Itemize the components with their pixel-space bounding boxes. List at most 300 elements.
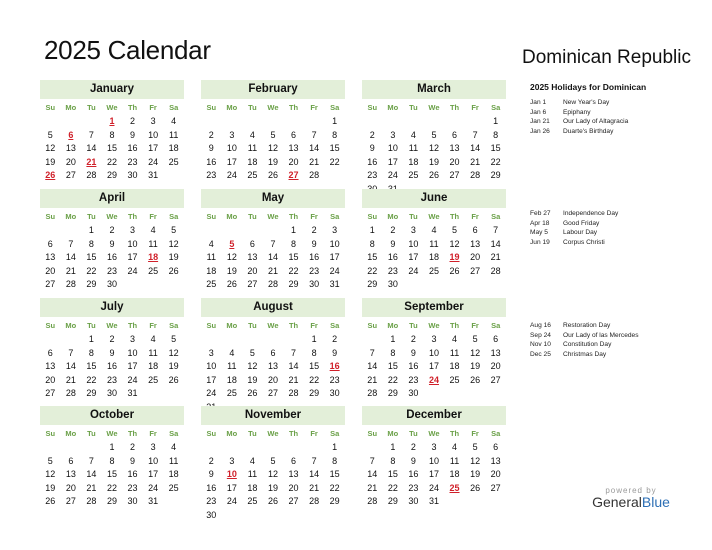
day-cell: 27: [65, 496, 76, 507]
day-cell: 26: [428, 170, 439, 181]
day-cell: 11: [247, 143, 258, 154]
day-cell: 22: [329, 482, 340, 493]
month-block: [40, 298, 184, 401]
day-cell: 23: [367, 170, 378, 181]
weekday-label: Su: [45, 429, 56, 438]
day-cell: 3: [431, 334, 437, 344]
week-row: [40, 374, 184, 388]
day-cell: 25: [168, 482, 179, 493]
day-cell: 4: [410, 129, 416, 140]
day-cell: 26: [226, 279, 237, 290]
weekday-label: Sa: [491, 321, 501, 330]
holiday-date: Nov 10: [530, 341, 551, 348]
day-cell: [424, 387, 445, 401]
week-row: [362, 115, 506, 129]
day-cell: 4: [171, 116, 177, 126]
weekday-header: [40, 210, 184, 224]
day-cell: 4: [249, 129, 255, 140]
day-cell: 10: [428, 347, 439, 358]
weekday-label: Mo: [226, 212, 238, 221]
holiday-name: Corpus Christi: [563, 238, 605, 246]
week-row: [40, 360, 184, 374]
day-cell: 16: [127, 469, 138, 480]
day-cell: 27: [45, 388, 56, 399]
day-cell: 22: [387, 374, 398, 385]
day-cell: 2: [311, 225, 317, 235]
day-cell: 1: [88, 334, 94, 344]
week-row: [40, 495, 184, 509]
day-cell: 18: [206, 265, 217, 276]
day-cell: 8: [369, 238, 375, 249]
weekday-header: [201, 101, 345, 115]
day-cell: 18: [226, 374, 237, 385]
weekday-label: Mo: [387, 321, 399, 330]
day-cell: 24: [127, 374, 138, 385]
day-cell: 15: [86, 361, 97, 372]
day-cell: 28: [65, 279, 76, 290]
day-cell: 15: [329, 469, 340, 480]
day-cell: 26: [247, 388, 258, 399]
day-cell: 20: [247, 265, 258, 276]
weekday-label: Th: [449, 103, 460, 112]
weekday-header: [40, 101, 184, 115]
holiday-date: Dec 25: [530, 350, 551, 358]
day-cell: [304, 115, 325, 129]
month-name: October: [40, 406, 184, 425]
weekday-label: We: [267, 429, 279, 438]
weekday-label: Th: [288, 321, 299, 330]
day-cell: 6: [291, 129, 297, 140]
holiday-day: 18: [148, 252, 159, 263]
weekday-label: Sa: [330, 103, 340, 112]
week-row: [201, 251, 345, 265]
week-row: [362, 224, 506, 238]
weekday-label: Tu: [409, 103, 418, 112]
day-cell: 14: [86, 469, 97, 480]
day-cell: 14: [86, 143, 97, 154]
weekday-label: Mo: [387, 103, 399, 112]
day-cell: 19: [470, 361, 481, 372]
weekday-label: Fr: [149, 429, 157, 438]
day-cell: 14: [267, 252, 278, 263]
month-name: June: [362, 189, 506, 208]
day-cell: 8: [493, 129, 499, 140]
day-cell: 24: [329, 265, 340, 276]
day-cell: 3: [390, 129, 396, 140]
day-cell: 16: [367, 156, 378, 167]
weekday-header: [201, 210, 345, 224]
day-cell: [81, 441, 102, 455]
weekday-label: Su: [45, 212, 56, 221]
holiday-item: [530, 238, 700, 248]
weekday-header: [362, 427, 506, 441]
weekday-label: Mo: [65, 429, 77, 438]
day-cell: 20: [45, 374, 56, 385]
day-cell: 28: [470, 170, 481, 181]
weekday-label: Sa: [491, 103, 501, 112]
day-cell: [242, 441, 263, 455]
day-cell: 23: [309, 265, 320, 276]
day-cell: [324, 509, 345, 523]
weekday-label: We: [428, 103, 440, 112]
month-block: [201, 80, 345, 183]
day-cell: 13: [470, 238, 481, 249]
day-cell: 21: [65, 265, 76, 276]
week-row: [201, 333, 345, 347]
day-cell: 5: [270, 455, 276, 466]
week-row: [201, 278, 345, 292]
holiday-group: [530, 209, 700, 247]
day-cell: 20: [490, 469, 501, 480]
day-cell: 9: [208, 143, 214, 154]
day-cell: 3: [431, 442, 437, 452]
day-cell: [362, 115, 383, 129]
day-cell: 18: [428, 252, 439, 263]
day-cell: 10: [148, 129, 159, 140]
day-cell: 31: [329, 279, 340, 290]
week-row: [362, 169, 506, 183]
day-cell: 28: [288, 388, 299, 399]
day-cell: 5: [431, 129, 437, 140]
month-name: February: [201, 80, 345, 99]
holiday-item: [530, 321, 700, 331]
week-row: [362, 482, 506, 496]
weekday-label: Su: [367, 103, 378, 112]
day-cell: 18: [168, 143, 179, 154]
day-cell: 29: [387, 388, 398, 399]
day-cell: 8: [390, 347, 396, 358]
week-row: [40, 142, 184, 156]
day-cell: 21: [470, 156, 481, 167]
holiday-group: [530, 98, 700, 136]
day-cell: 12: [247, 361, 258, 372]
day-cell: 7: [270, 238, 276, 249]
day-cell: 11: [148, 347, 158, 358]
day-cell: 8: [88, 347, 94, 358]
day-cell: 24: [206, 388, 217, 399]
weekday-label: Fr: [471, 429, 479, 438]
day-cell: 30: [309, 279, 320, 290]
day-cell: 14: [65, 361, 76, 372]
month-block: [40, 80, 184, 183]
day-cell: [61, 224, 82, 238]
holiday-date: Jun 19: [530, 238, 550, 246]
day-cell: 28: [86, 496, 97, 507]
day-cell: 13: [65, 143, 76, 154]
day-cell: 25: [428, 265, 439, 276]
week-row: [40, 278, 184, 292]
weekday-label: Su: [367, 212, 378, 221]
holiday-date: Jan 6: [530, 108, 547, 116]
day-cell: 23: [408, 482, 419, 493]
day-cell: 31: [148, 496, 159, 507]
day-cell: 28: [267, 279, 278, 290]
day-cell: 13: [288, 469, 299, 480]
day-cell: 9: [332, 347, 338, 358]
day-cell: 24: [148, 482, 159, 493]
weekday-label: Sa: [330, 429, 340, 438]
day-cell: 27: [65, 170, 76, 181]
day-cell: 22: [106, 482, 117, 493]
weekday-label: Tu: [409, 429, 418, 438]
day-cell: 17: [127, 252, 138, 263]
holiday-day: 25: [449, 482, 460, 493]
day-cell: 23: [106, 374, 117, 385]
holiday-item: [530, 127, 700, 137]
day-cell: 1: [332, 442, 338, 452]
day-cell: 16: [206, 156, 217, 167]
day-cell: 25: [247, 170, 258, 181]
day-cell: 26: [267, 496, 278, 507]
day-cell: 16: [106, 361, 117, 372]
week-row: [201, 455, 345, 469]
day-cell: 20: [65, 482, 76, 493]
week-row: [40, 482, 184, 496]
weekday-label: Mo: [65, 212, 77, 221]
day-cell: 7: [493, 225, 499, 235]
day-cell: 22: [309, 374, 320, 385]
day-cell: 9: [410, 347, 416, 358]
day-cell: 25: [148, 374, 159, 385]
day-cell: 5: [249, 347, 255, 358]
day-cell: 12: [168, 347, 179, 358]
day-cell: 3: [150, 442, 156, 452]
day-cell: 24: [226, 496, 237, 507]
holidays-title: 2025 Holidays for Dominican: [530, 82, 647, 92]
day-cell: 21: [86, 482, 97, 493]
day-cell: 14: [367, 361, 378, 372]
brand-name-part: Blue: [641, 494, 670, 510]
holiday-date: Jan 26: [530, 127, 550, 135]
holiday-name: Constitution Day: [563, 341, 612, 348]
day-cell: 12: [168, 238, 179, 249]
day-cell: 11: [148, 238, 158, 249]
weekday-label: Su: [206, 321, 217, 330]
day-cell: 3: [130, 225, 136, 235]
holiday-day: 24: [428, 374, 439, 385]
weekday-label: Tu: [248, 321, 257, 330]
day-cell: 13: [267, 361, 278, 372]
week-row: [362, 156, 506, 170]
day-cell: 28: [65, 388, 76, 399]
week-row: [201, 360, 345, 374]
holiday-day: 21: [86, 156, 97, 167]
day-cell: 7: [68, 238, 74, 249]
day-cell: 17: [148, 143, 159, 154]
holiday-name: Duarte's Birthday: [563, 127, 614, 135]
day-cell: 12: [226, 252, 237, 263]
holiday-day: 16: [329, 361, 340, 372]
day-cell: 16: [106, 252, 117, 263]
day-cell: 8: [88, 238, 94, 249]
day-cell: [283, 115, 304, 129]
month-block: [201, 298, 345, 415]
day-cell: 8: [311, 347, 317, 358]
day-cell: 30: [329, 388, 340, 399]
weekday-label: Th: [449, 212, 460, 221]
week-row: [201, 374, 345, 388]
day-cell: 29: [329, 496, 340, 507]
day-cell: 12: [428, 143, 439, 154]
day-cell: 8: [332, 455, 338, 466]
day-cell: 15: [329, 143, 340, 154]
day-cell: 30: [106, 279, 117, 290]
weekday-label: Su: [45, 103, 56, 112]
day-cell: [283, 509, 304, 523]
holiday-day: 1: [109, 116, 115, 126]
holiday-item: [530, 331, 700, 341]
holiday-day: 27: [288, 170, 299, 181]
day-cell: 18: [449, 361, 460, 372]
day-cell: 26: [45, 496, 56, 507]
weekday-label: Mo: [65, 103, 77, 112]
day-cell: 2: [130, 442, 136, 452]
weekday-label: Fr: [471, 103, 479, 112]
day-cell: 16: [387, 252, 398, 263]
day-cell: [242, 224, 263, 238]
day-cell: [40, 224, 61, 238]
day-cell: 30: [387, 279, 398, 290]
day-cell: 5: [47, 129, 53, 140]
day-cell: 29: [86, 388, 97, 399]
day-cell: 29: [490, 170, 501, 181]
day-cell: [485, 278, 506, 292]
day-cell: 23: [206, 170, 217, 181]
weekday-label: We: [428, 212, 440, 221]
weekday-header: [201, 319, 345, 333]
day-cell: 17: [127, 361, 138, 372]
day-cell: 10: [127, 238, 138, 249]
day-cell: [40, 115, 61, 129]
holiday-item: [530, 219, 700, 229]
day-cell: 1: [88, 225, 94, 235]
day-cell: 14: [367, 469, 378, 480]
day-cell: 20: [490, 361, 501, 372]
day-cell: [242, 115, 263, 129]
day-cell: 31: [148, 170, 159, 181]
day-cell: 21: [309, 156, 320, 167]
day-cell: 1: [332, 116, 338, 126]
weekday-label: Sa: [169, 429, 179, 438]
day-cell: [465, 115, 486, 129]
day-cell: 24: [428, 482, 439, 493]
weekday-label: Mo: [226, 103, 238, 112]
week-row: [40, 468, 184, 482]
week-row: [362, 374, 506, 388]
day-cell: 14: [470, 143, 481, 154]
day-cell: [304, 509, 325, 523]
day-cell: 19: [470, 469, 481, 480]
day-cell: 19: [247, 374, 258, 385]
day-cell: [201, 224, 222, 238]
day-cell: 29: [106, 496, 117, 507]
day-cell: 3: [229, 455, 235, 466]
day-cell: 2: [390, 225, 396, 235]
weekday-label: Sa: [491, 212, 501, 221]
day-cell: 23: [329, 374, 340, 385]
day-cell: 6: [493, 442, 499, 452]
weekday-label: Su: [206, 212, 217, 221]
day-cell: 10: [329, 238, 340, 249]
day-cell: [222, 115, 243, 129]
day-cell: 9: [369, 143, 375, 154]
weekday-label: Tu: [409, 321, 418, 330]
day-cell: 17: [148, 469, 159, 480]
day-cell: 21: [367, 374, 378, 385]
day-cell: 20: [288, 482, 299, 493]
day-cell: 8: [291, 238, 297, 249]
day-cell: 21: [65, 374, 76, 385]
weekday-label: Th: [288, 429, 299, 438]
holiday-day: 5: [229, 238, 235, 249]
day-cell: [465, 387, 486, 401]
weekday-label: Su: [45, 321, 56, 330]
day-cell: 16: [408, 361, 419, 372]
day-cell: 26: [267, 170, 278, 181]
day-cell: 29: [106, 170, 117, 181]
day-cell: 23: [206, 496, 217, 507]
day-cell: 1: [390, 442, 396, 452]
day-cell: [465, 495, 486, 509]
day-cell: 30: [106, 388, 117, 399]
day-cell: 28: [367, 496, 378, 507]
day-cell: [283, 333, 304, 347]
day-cell: 23: [408, 374, 419, 385]
day-cell: [222, 333, 243, 347]
day-cell: 28: [367, 388, 378, 399]
day-cell: 1: [369, 225, 375, 235]
week-row: [40, 238, 184, 252]
day-cell: 4: [452, 334, 458, 344]
day-cell: 5: [270, 129, 276, 140]
day-cell: 28: [490, 265, 501, 276]
holiday-day: 10: [226, 469, 237, 480]
weekday-label: Fr: [310, 321, 318, 330]
day-cell: 16: [309, 252, 320, 263]
day-cell: 17: [387, 156, 398, 167]
week-row: [201, 129, 345, 143]
day-cell: 22: [86, 374, 97, 385]
day-cell: 5: [171, 225, 177, 235]
day-cell: 12: [267, 143, 278, 154]
day-cell: [283, 441, 304, 455]
day-cell: 30: [127, 496, 138, 507]
weekday-label: Tu: [409, 212, 418, 221]
holiday-item: [530, 98, 700, 108]
month-name: January: [40, 80, 184, 99]
day-cell: 30: [127, 170, 138, 181]
day-cell: [465, 278, 486, 292]
day-cell: [163, 387, 184, 401]
powered-by-text: powered by: [605, 486, 657, 495]
weekday-label: Fr: [310, 212, 318, 221]
week-row: [201, 169, 345, 183]
day-cell: 11: [429, 238, 439, 249]
week-row: [40, 333, 184, 347]
day-cell: 15: [86, 252, 97, 263]
weekday-label: Th: [127, 429, 138, 438]
week-row: [362, 265, 506, 279]
week-row: [201, 115, 345, 129]
day-cell: [163, 495, 184, 509]
week-row: [362, 455, 506, 469]
week-row: [40, 251, 184, 265]
day-cell: 9: [410, 455, 416, 466]
day-cell: [143, 278, 164, 292]
day-cell: 28: [309, 170, 320, 181]
day-cell: [444, 115, 465, 129]
day-cell: 17: [428, 361, 439, 372]
